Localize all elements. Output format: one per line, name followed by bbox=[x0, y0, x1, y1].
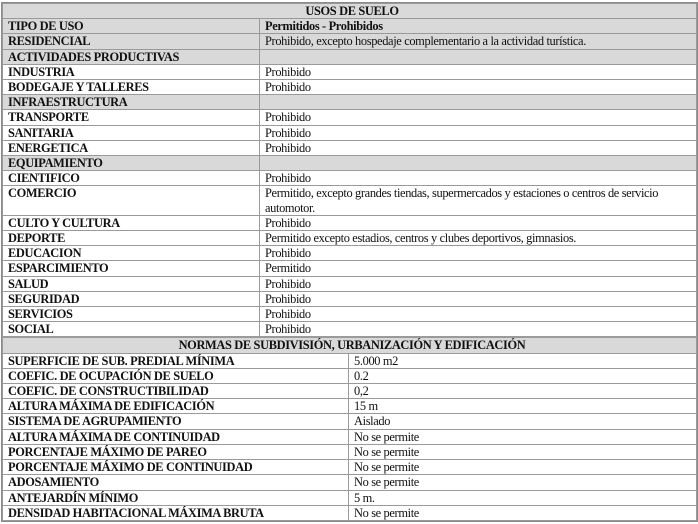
norm-label: ALTURA MÁXIMA DE CONTINUIDAD bbox=[3, 429, 349, 444]
table-row bbox=[3, 276, 697, 291]
table-row bbox=[3, 125, 697, 140]
use-type: CULTO Y CULTURA bbox=[3, 215, 260, 230]
norm-value: No se permite bbox=[349, 429, 697, 444]
use-status: Prohibido bbox=[260, 276, 697, 291]
use-type: EQUIPAMIENTO bbox=[3, 156, 260, 171]
use-type: ESPARCIMIENTO bbox=[3, 261, 260, 276]
norm-label: PORCENTAJE MÁXIMO DE CONTINUIDAD bbox=[3, 460, 349, 475]
table-row bbox=[3, 291, 697, 306]
norm-label: ADOSAMIENTO bbox=[3, 475, 349, 490]
norm-label: COEFIC. DE CONSTRUCTIBILIDAD bbox=[3, 384, 349, 399]
use-status: Prohibido bbox=[260, 291, 697, 306]
use-status: Prohibido bbox=[260, 215, 697, 230]
use-type: CIENTIFICO bbox=[3, 171, 260, 186]
table-row bbox=[3, 490, 697, 505]
use-status: Prohibido bbox=[260, 307, 697, 322]
table-row bbox=[3, 231, 697, 246]
use-type: RESIDENCIAL bbox=[3, 34, 260, 49]
use-status bbox=[260, 49, 697, 64]
table-row bbox=[3, 34, 697, 49]
usos-de-suelo-table bbox=[2, 3, 697, 337]
use-status: Prohibido bbox=[260, 140, 697, 155]
table-row bbox=[3, 64, 697, 79]
table-row bbox=[3, 215, 697, 230]
table-row bbox=[3, 444, 697, 459]
norm-label: COEFIC. DE OCUPACIÓN DE SUELO bbox=[3, 368, 349, 383]
use-status bbox=[260, 95, 697, 110]
table-row bbox=[3, 307, 697, 322]
norm-value: 0,2 bbox=[349, 384, 697, 399]
table-row bbox=[3, 140, 697, 155]
norm-value: No se permite bbox=[349, 475, 697, 490]
use-status: Prohibido bbox=[260, 64, 697, 79]
norm-label: ALTURA MÁXIMA DE EDIFICACIÓN bbox=[3, 399, 349, 414]
use-status: Prohibido bbox=[260, 125, 697, 140]
table-row bbox=[3, 156, 697, 171]
norm-value: 15 m bbox=[349, 399, 697, 414]
use-type: SANITARIA bbox=[3, 125, 260, 140]
table-row bbox=[3, 460, 697, 475]
use-status: Permitido, excepto grandes tiendas, supermercados y estaciones o centros de servicio automotor. bbox=[260, 186, 697, 215]
norm-value: No se permite bbox=[349, 505, 697, 520]
use-type: INDUSTRIA bbox=[3, 64, 260, 79]
table-row bbox=[3, 186, 697, 215]
use-type: INFRAESTRUCTURA bbox=[3, 95, 260, 110]
land-use-document bbox=[1, 2, 698, 522]
table-row bbox=[3, 80, 697, 95]
norm-value: 5 m. bbox=[349, 490, 697, 505]
use-type: ENERGETICA bbox=[3, 140, 260, 155]
table-row bbox=[3, 429, 697, 444]
use-status: Prohibido, excepto hospedaje complementario a la actividad turística. bbox=[260, 34, 697, 49]
use-type: SERVICIOS bbox=[3, 307, 260, 322]
use-status: Permitido excepto estadios, centros y clubes deportivos, gimnasios. bbox=[260, 231, 697, 246]
normas-title: NORMAS DE SUBDIVISIÓN, URBANIZACIÓN Y EDIFICACIÓN bbox=[3, 338, 697, 353]
use-status: Prohibido bbox=[260, 80, 697, 95]
use-status: Prohibido bbox=[260, 322, 697, 337]
use-type: DEPORTE bbox=[3, 231, 260, 246]
use-status: Prohibido bbox=[260, 171, 697, 186]
norm-label: ANTEJARDÍN MÍNIMO bbox=[3, 490, 349, 505]
table-row bbox=[3, 505, 697, 520]
use-type: EDUCACION bbox=[3, 246, 260, 261]
table-row bbox=[3, 171, 697, 186]
norm-value: 5.000 m2 bbox=[349, 353, 697, 368]
norm-label: DENSIDAD HABITACIONAL MÁXIMA BRUTA bbox=[3, 505, 349, 520]
usos-title: USOS DE SUELO bbox=[3, 4, 697, 19]
use-type: ACTIVIDADES PRODUCTIVAS bbox=[3, 49, 260, 64]
use-type: SOCIAL bbox=[3, 322, 260, 337]
norm-label: SUPERFICIE DE SUB. PREDIAL MÍNIMA bbox=[3, 353, 349, 368]
table-row bbox=[3, 322, 697, 337]
norm-value: No se permite bbox=[349, 444, 697, 459]
norm-value: No se permite bbox=[349, 460, 697, 475]
table-row bbox=[3, 261, 697, 276]
use-status: Permitido bbox=[260, 261, 697, 276]
table-row bbox=[3, 49, 697, 64]
table-row bbox=[3, 399, 697, 414]
table-row bbox=[3, 414, 697, 429]
use-type: SEGURIDAD bbox=[3, 291, 260, 306]
table-row bbox=[3, 353, 697, 368]
norm-value: Aislado bbox=[349, 414, 697, 429]
header-tipo-de-uso: TIPO DE USO bbox=[3, 19, 260, 34]
use-type: COMERCIO bbox=[3, 186, 260, 215]
table-row bbox=[3, 110, 697, 125]
header-permitidos: Permitidos - Prohibidos bbox=[260, 19, 697, 34]
table-row bbox=[3, 95, 697, 110]
norm-label: SISTEMA DE AGRUPAMIENTO bbox=[3, 414, 349, 429]
use-type: SALUD bbox=[3, 276, 260, 291]
table-row bbox=[3, 246, 697, 261]
normas-table bbox=[2, 337, 697, 520]
table-row bbox=[3, 475, 697, 490]
use-status bbox=[260, 156, 697, 171]
use-type: BODEGAJE Y TALLERES bbox=[3, 80, 260, 95]
table-row bbox=[3, 384, 697, 399]
use-type: TRANSPORTE bbox=[3, 110, 260, 125]
use-status: Prohibido bbox=[260, 110, 697, 125]
table-row bbox=[3, 368, 697, 383]
norm-label: PORCENTAJE MÁXIMO DE PAREO bbox=[3, 444, 349, 459]
norm-value: 0.2 bbox=[349, 368, 697, 383]
use-status: Prohibido bbox=[260, 246, 697, 261]
